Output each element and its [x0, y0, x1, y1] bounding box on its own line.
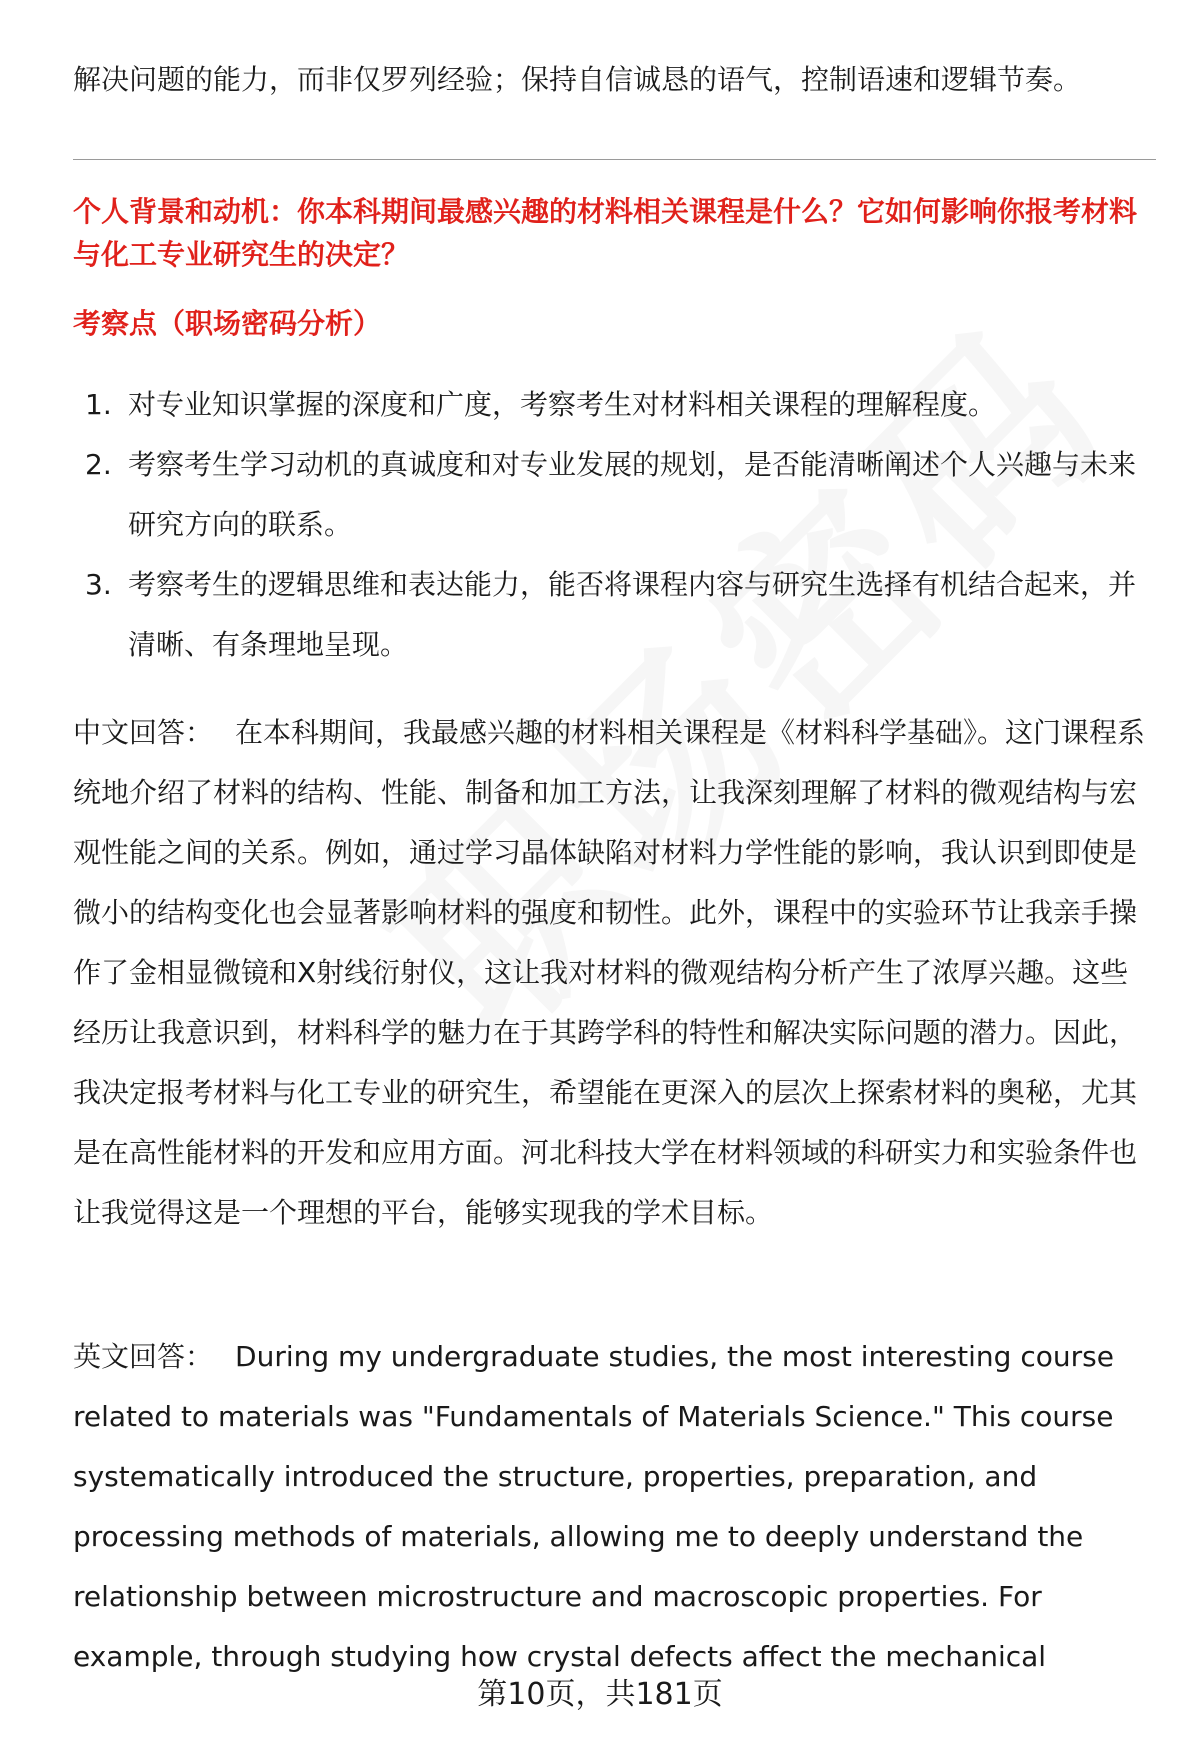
list-item — [73, 375, 1153, 435]
list-item — [73, 555, 1153, 675]
chinese-answer — [73, 703, 1153, 1243]
english-answer-text: During my undergraduate studies, the most interesting course related to materials was "Fundamentals of Materials Science." This course systematically introduced the structure, properties, preparation, and processing methods of materials, allowing me to deeply understand the relationship between microstructure and macroscopic properties. For example, through studying how crystal defects affect the mechanical — [73, 1340, 1114, 1673]
page-number-footer: 第10页，共181页 — [477, 1677, 723, 1712]
question-heading: 个人背景和动机：你本科期间最感兴趣的材料相关课程是什么？它如何影响你报考材料与化工专业研究生的决定？ — [73, 195, 1138, 271]
chinese-answer-label: 中文回答： — [73, 716, 214, 749]
intro-paragraph: 解决问题的能力，而非仅罗列经验；保持自信诚恳的语气，控制语速和逻辑节奏。 — [73, 63, 1082, 96]
list-item-text: 考察考生学习动机的真诚度和对专业发展的规划，是否能清晰阐述个人兴趣与未来研究方向的联系。 — [128, 448, 1137, 541]
list-item-text: 考察考生的逻辑思维和表达能力，能否将课程内容与研究生选择有机结合起来，并清晰、有条理地呈现。 — [128, 568, 1137, 661]
chinese-answer-text: 在本科期间，我最感兴趣的材料相关课程是《材料科学基础》。这门课程系统地介绍了材料的结构、性能、制备和加工方法，让我深刻理解了材料的微观结构与宏观性能之间的关系。例如，通过学习晶体缺陷对材料力学性能的影响，我认识到即使是微小的结构变化也会显著影响材料的强度和韧性。此外，课程中的实验环节让我亲手操作了金相显微镜和X射线衍射仪，这让我对材料的微观结构分析产生了浓厚兴趣。这些经历让我意识到，材料科学的魅力在于其跨学科的特性和解决实际问题的潜力。因此，我决定报考材料与化工专业的研究生，希望能在更深入的层次上探索材料的奥秘，尤其是在高性能材料的开发和应用方面。河北科技大学在材料领域的科研实力和实验条件也让我觉得这是一个理想的平台，能够实现我的学术目标。 — [73, 716, 1146, 1229]
analysis-points-list — [73, 375, 1153, 675]
list-number: 3. — [85, 568, 112, 601]
list-item-text: 对专业知识掌握的深度和广度，考察考生对材料相关课程的理解程度。 — [128, 388, 997, 421]
list-number: 2. — [85, 448, 112, 481]
english-answer — [73, 1327, 1153, 1687]
list-item — [73, 435, 1153, 555]
analysis-subheading: 考察点（职场密码分析） — [73, 307, 382, 340]
list-number: 1. — [85, 388, 112, 421]
english-answer-label: 英文回答： — [73, 1340, 214, 1373]
section-divider — [73, 159, 1156, 160]
